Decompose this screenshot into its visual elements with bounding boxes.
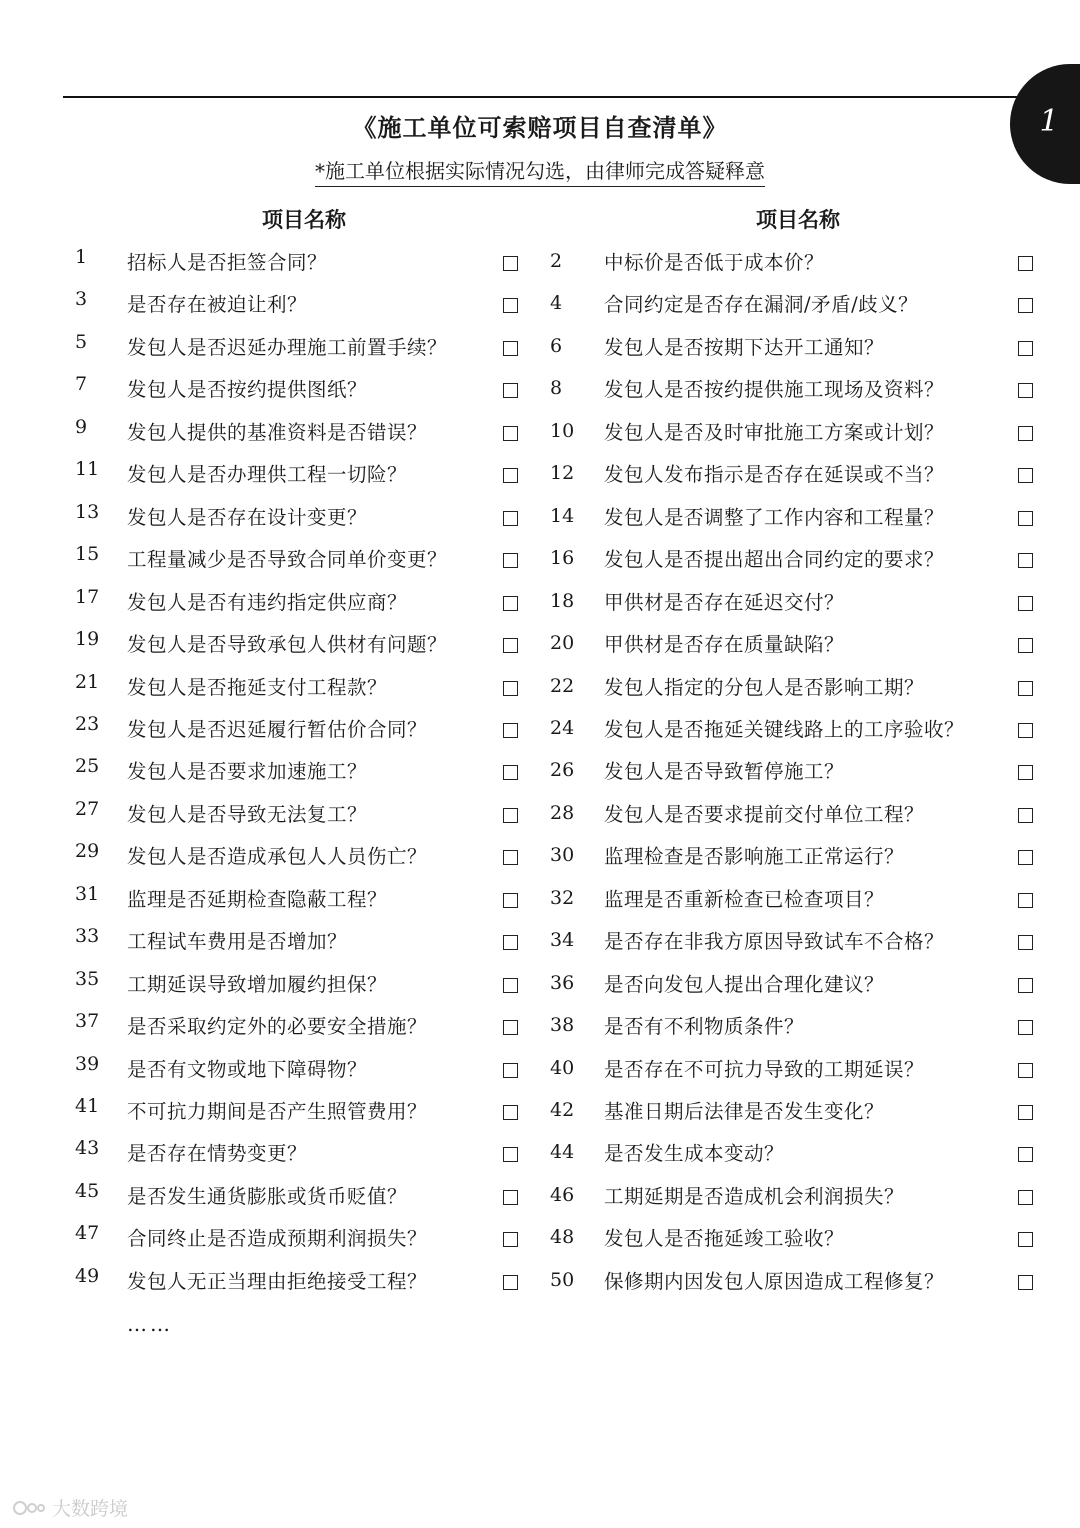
checklist-item xyxy=(75,585,525,621)
item-checkbox[interactable] xyxy=(503,383,518,398)
item-number: 39 xyxy=(75,1053,100,1075)
checklist-item xyxy=(75,1094,525,1130)
item-number: 37 xyxy=(75,1010,100,1032)
checklist-item xyxy=(550,1179,1040,1215)
item-number: 27 xyxy=(75,798,100,820)
item-label: 是否存在被迫让利？ xyxy=(127,293,308,316)
item-checkbox[interactable] xyxy=(1018,850,1033,865)
item-number: 50 xyxy=(550,1269,575,1291)
item-number: 48 xyxy=(550,1226,575,1248)
item-label: 发包人是否迟延办理施工前置手续？ xyxy=(127,336,448,359)
item-number: 43 xyxy=(75,1137,100,1159)
checklist-item xyxy=(550,500,1040,536)
watermark xyxy=(12,1494,128,1521)
checklist-item xyxy=(75,1009,525,1045)
item-number: 9 xyxy=(75,416,88,438)
item-label: 发包人是否造成承包人人员伤亡？ xyxy=(127,845,428,868)
item-label: 招标人是否拒签合同？ xyxy=(127,251,328,274)
item-checkbox[interactable] xyxy=(1018,426,1033,441)
item-checkbox[interactable] xyxy=(1018,1020,1033,1035)
item-label: 发包人是否按期下达开工通知？ xyxy=(604,336,885,359)
checklist-item xyxy=(550,1136,1040,1172)
item-checkbox[interactable] xyxy=(503,596,518,611)
item-number: 46 xyxy=(550,1184,575,1206)
item-label: 是否发生通货膨胀或货币贬值？ xyxy=(127,1185,408,1208)
subtitle-text: *施工单位根据实际情况勾选，由律师完成答疑释意 xyxy=(315,159,765,187)
watermark-text: 大数跨境 xyxy=(52,1498,129,1520)
item-number: 45 xyxy=(75,1180,100,1202)
checklist-item xyxy=(75,500,525,536)
item-checkbox[interactable] xyxy=(503,1147,518,1162)
item-number: 30 xyxy=(550,844,575,866)
item-checkbox[interactable] xyxy=(1018,1232,1033,1247)
item-label: 监理检查是否影响施工正常运行？ xyxy=(604,845,905,868)
item-number: 5 xyxy=(75,331,88,353)
item-number: 35 xyxy=(75,968,100,990)
item-checkbox[interactable] xyxy=(503,808,518,823)
checklist-item xyxy=(550,797,1040,833)
item-checkbox[interactable] xyxy=(503,1105,518,1120)
item-checkbox[interactable] xyxy=(503,935,518,950)
checklist-item xyxy=(75,627,525,663)
item-number: 24 xyxy=(550,717,575,739)
document-subtitle xyxy=(0,155,1080,184)
item-checkbox[interactable] xyxy=(1018,681,1033,696)
item-number: 28 xyxy=(550,802,575,824)
item-checkbox[interactable] xyxy=(1018,808,1033,823)
checklist-item xyxy=(550,457,1040,493)
checklist-item xyxy=(550,1052,1040,1088)
item-checkbox[interactable] xyxy=(503,468,518,483)
item-number: 32 xyxy=(550,887,575,909)
item-label: 不可抗力期间是否产生照管费用？ xyxy=(127,1100,428,1123)
item-checkbox[interactable] xyxy=(503,1190,518,1205)
column-header-right: 项目名称 xyxy=(756,207,840,232)
checklist-item xyxy=(550,1009,1040,1045)
checklist-item xyxy=(550,372,1040,408)
item-number: 6 xyxy=(550,335,563,357)
item-label: 发包人指定的分包人是否影响工期？ xyxy=(604,676,925,699)
item-checkbox[interactable] xyxy=(1018,383,1033,398)
item-checkbox[interactable] xyxy=(1018,596,1033,611)
checklist-item xyxy=(550,839,1040,875)
item-number: 4 xyxy=(550,292,563,314)
item-label: 发包人是否导致承包人供材有问题？ xyxy=(127,633,448,656)
item-label: 发包人是否按约提供图纸？ xyxy=(127,378,368,401)
item-checkbox[interactable] xyxy=(503,1232,518,1247)
item-checkbox[interactable] xyxy=(503,1020,518,1035)
item-label: 工期延误导致增加履约担保？ xyxy=(127,973,388,996)
item-number: 16 xyxy=(550,547,575,569)
item-checkbox[interactable] xyxy=(503,256,518,271)
item-number: 23 xyxy=(75,713,100,735)
checklist-item xyxy=(75,542,525,578)
item-checkbox[interactable] xyxy=(1018,553,1033,568)
item-number: 12 xyxy=(550,462,575,484)
item-checkbox[interactable] xyxy=(503,1275,518,1290)
item-checkbox[interactable] xyxy=(1018,511,1033,526)
item-number: 3 xyxy=(75,288,88,310)
item-checkbox[interactable] xyxy=(1018,1063,1033,1078)
item-number: 18 xyxy=(550,590,575,612)
item-label: 是否有文物或地下障碍物？ xyxy=(127,1058,368,1081)
checklist-item xyxy=(75,712,525,748)
checklist-item xyxy=(75,882,525,918)
checklist-item xyxy=(550,712,1040,748)
item-number: 31 xyxy=(75,883,100,905)
item-checkbox[interactable] xyxy=(503,553,518,568)
item-number: 15 xyxy=(75,543,100,565)
item-number: 25 xyxy=(75,755,100,777)
watermark-logo-icon xyxy=(12,1498,46,1518)
checklist-item xyxy=(550,542,1040,578)
item-checkbox[interactable] xyxy=(1018,935,1033,950)
item-checkbox[interactable] xyxy=(503,850,518,865)
checklist-item xyxy=(75,457,525,493)
item-number: 47 xyxy=(75,1222,100,1244)
item-label: 发包人是否按约提供施工现场及资料？ xyxy=(604,378,945,401)
item-checkbox[interactable] xyxy=(503,426,518,441)
item-label: 是否有不利物质条件？ xyxy=(604,1015,805,1038)
item-checkbox[interactable] xyxy=(1018,298,1033,313)
item-number: 34 xyxy=(550,929,575,951)
item-number: 44 xyxy=(550,1141,575,1163)
item-number: 21 xyxy=(75,671,100,693)
checklist-item xyxy=(75,372,525,408)
item-label: 发包人是否要求加速施工？ xyxy=(127,760,368,783)
item-checkbox[interactable] xyxy=(503,893,518,908)
item-checkbox[interactable] xyxy=(1018,893,1033,908)
checklist-item xyxy=(75,245,525,281)
item-checkbox[interactable] xyxy=(503,723,518,738)
item-label: 是否存在情势变更？ xyxy=(127,1142,308,1165)
checklist-item xyxy=(550,627,1040,663)
checklist-item xyxy=(550,415,1040,451)
item-checkbox[interactable] xyxy=(503,765,518,780)
item-number: 20 xyxy=(550,632,575,654)
item-number: 7 xyxy=(75,373,88,395)
item-number: 49 xyxy=(75,1265,100,1287)
item-label: 合同约定是否存在漏洞/矛盾/歧义？ xyxy=(604,293,919,316)
checklist-item xyxy=(75,797,525,833)
item-number: 8 xyxy=(550,377,563,399)
item-label: 发包人是否调整了工作内容和工程量？ xyxy=(604,506,945,529)
checklist-item xyxy=(75,754,525,790)
item-label: 是否发生成本变动？ xyxy=(604,1142,785,1165)
item-label: 基准日期后法律是否发生变化？ xyxy=(604,1100,885,1123)
item-checkbox[interactable] xyxy=(1018,1190,1033,1205)
item-checkbox[interactable] xyxy=(1018,341,1033,356)
checklist-item xyxy=(75,415,525,451)
ellipsis: …… xyxy=(127,1312,173,1336)
item-checkbox[interactable] xyxy=(1018,468,1033,483)
checklist-item xyxy=(550,1221,1040,1257)
item-checkbox[interactable] xyxy=(503,978,518,993)
checklist-item xyxy=(75,924,525,960)
checklist-item xyxy=(75,1179,525,1215)
item-number: 11 xyxy=(75,458,100,480)
item-checkbox[interactable] xyxy=(1018,978,1033,993)
item-label: 发包人是否导致暂停施工？ xyxy=(604,760,845,783)
item-label: 发包人是否提出超出合同约定的要求？ xyxy=(604,548,945,571)
checklist-item xyxy=(550,287,1040,323)
document-title: 《施工单位可索赔项目自查清单》 xyxy=(352,113,728,142)
item-number: 42 xyxy=(550,1099,575,1121)
item-number: 33 xyxy=(75,925,100,947)
checklist-item xyxy=(75,839,525,875)
item-label: 发包人无正当理由拒绝接受工程？ xyxy=(127,1270,428,1293)
item-label: 甲供材是否存在延迟交付？ xyxy=(604,591,845,614)
item-label: 监理是否重新检查已检查项目？ xyxy=(604,888,885,911)
item-label: 发包人是否迟延履行暂估价合同？ xyxy=(127,718,428,741)
checklist-item xyxy=(550,585,1040,621)
checklist-item xyxy=(75,1052,525,1088)
item-number: 40 xyxy=(550,1057,575,1079)
item-checkbox[interactable] xyxy=(1018,1275,1033,1290)
item-number: 29 xyxy=(75,840,100,862)
item-checkbox[interactable] xyxy=(503,298,518,313)
item-label: 发包人是否办理供工程一切险？ xyxy=(127,463,408,486)
item-label: 发包人是否存在设计变更？ xyxy=(127,506,368,529)
item-label: 监理是否延期检查隐蔽工程？ xyxy=(127,888,388,911)
item-checkbox[interactable] xyxy=(1018,638,1033,653)
item-checkbox[interactable] xyxy=(1018,1147,1033,1162)
column-header-left: 项目名称 xyxy=(262,207,346,232)
item-number: 36 xyxy=(550,972,575,994)
item-checkbox[interactable] xyxy=(1018,256,1033,271)
item-label: 保修期内因发包人原因造成工程修复？ xyxy=(604,1270,945,1293)
item-label: 发包人是否及时审批施工方案或计划？ xyxy=(604,421,945,444)
checklist-item xyxy=(75,330,525,366)
item-checkbox[interactable] xyxy=(503,681,518,696)
item-label: 是否向发包人提出合理化建议？ xyxy=(604,973,885,996)
item-label: 发包人是否有违约指定供应商？ xyxy=(127,591,408,614)
item-number: 10 xyxy=(550,420,575,442)
item-checkbox[interactable] xyxy=(503,511,518,526)
checklist-item xyxy=(75,1264,525,1300)
checklist-item xyxy=(550,1264,1040,1300)
item-label: 甲供材是否存在质量缺陷？ xyxy=(604,633,845,656)
checklist-item xyxy=(550,882,1040,918)
item-label: 是否存在不可抗力导致的工期延误？ xyxy=(604,1058,925,1081)
item-number: 1 xyxy=(75,246,88,268)
item-label: 发包人是否导致无法复工？ xyxy=(127,803,368,826)
checklist-item xyxy=(75,1136,525,1172)
item-label: 是否存在非我方原因导致试车不合格？ xyxy=(604,930,945,953)
checklist-item xyxy=(550,670,1040,706)
checklist-item xyxy=(550,924,1040,960)
checklist-item xyxy=(550,245,1040,281)
checklist-item xyxy=(75,287,525,323)
item-label: 是否采取约定外的必要安全措施？ xyxy=(127,1015,428,1038)
item-label: 工程量减少是否导致合同单价变更？ xyxy=(127,548,448,571)
checklist-item xyxy=(550,967,1040,1003)
item-checkbox[interactable] xyxy=(503,1063,518,1078)
item-label: 发包人是否拖延支付工程款？ xyxy=(127,676,388,699)
item-number: 26 xyxy=(550,759,575,781)
item-checkbox[interactable] xyxy=(1018,765,1033,780)
item-number: 17 xyxy=(75,586,100,608)
item-number: 22 xyxy=(550,675,575,697)
checklist-item xyxy=(75,967,525,1003)
item-checkbox[interactable] xyxy=(1018,723,1033,738)
item-label: 合同终止是否造成预期利润损失？ xyxy=(127,1227,428,1250)
checklist-item xyxy=(550,1094,1040,1130)
item-checkbox[interactable] xyxy=(503,341,518,356)
item-number: 14 xyxy=(550,505,575,527)
item-checkbox[interactable] xyxy=(1018,1105,1033,1120)
item-label: 中标价是否低于成本价？ xyxy=(604,251,825,274)
checklist-item xyxy=(550,330,1040,366)
item-label: 发包人提供的基准资料是否错误？ xyxy=(127,421,428,444)
item-label: 工期延期是否造成机会利润损失？ xyxy=(604,1185,905,1208)
checklist-item xyxy=(550,754,1040,790)
item-label: 工程试车费用是否增加？ xyxy=(127,930,348,953)
item-number: 2 xyxy=(550,250,563,272)
item-checkbox[interactable] xyxy=(503,638,518,653)
checklist-item xyxy=(75,670,525,706)
checklist-item xyxy=(75,1221,525,1257)
item-label: 发包人发布指示是否存在延误或不当？ xyxy=(604,463,945,486)
item-label: 发包人是否拖延竣工验收？ xyxy=(604,1227,845,1250)
top-rule xyxy=(63,96,1021,98)
item-number: 41 xyxy=(75,1095,100,1117)
item-label: 发包人是否要求提前交付单位工程？ xyxy=(604,803,925,826)
item-label: 发包人是否拖延关键线路上的工序验收？ xyxy=(604,718,965,741)
page-number: 1 xyxy=(1039,104,1059,139)
item-number: 38 xyxy=(550,1014,575,1036)
item-number: 13 xyxy=(75,501,100,523)
item-number: 19 xyxy=(75,628,100,650)
